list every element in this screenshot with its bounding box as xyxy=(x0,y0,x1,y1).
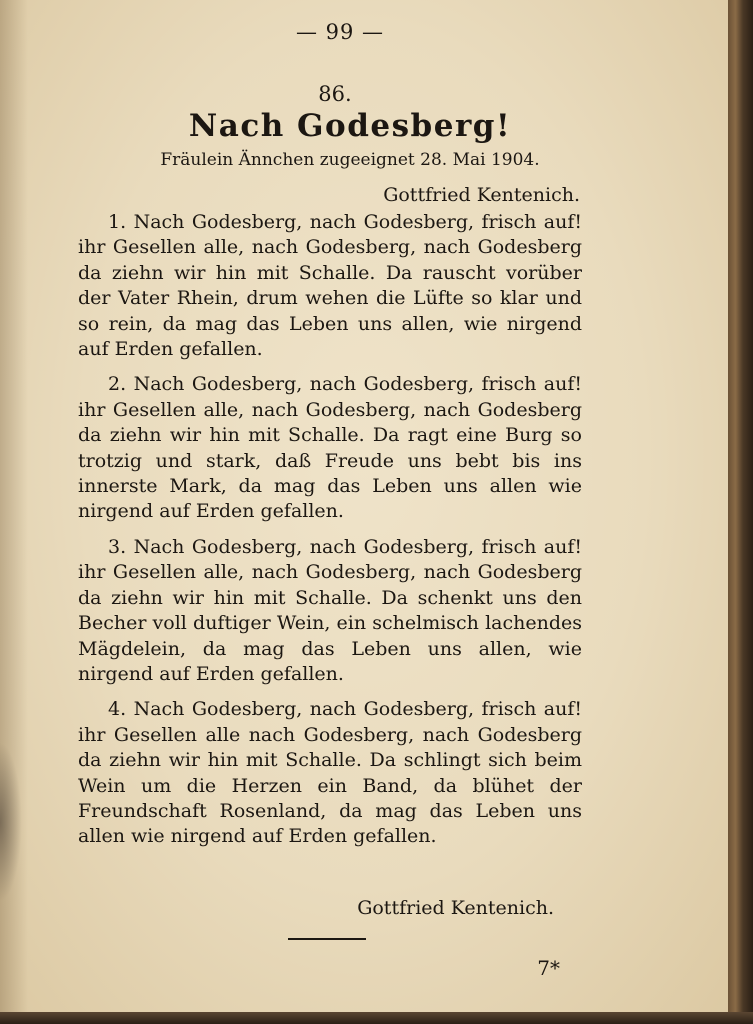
book-binding-edge xyxy=(728,0,753,1024)
closing-rule xyxy=(288,938,366,940)
stanza-2: 2. Nach Godesberg, nach Godesberg, frisch auf! ihr Gesellen alle, nach Godesberg, nach Godesberg da ziehn wir hin mit Schalle. Da ragt eine Burg so trotzig und stark, daß Freude uns bebt bis ins innerste Mark, da mag das Leben uns allen wie nirgend auf Erden gefallen. xyxy=(78,373,582,523)
author-name-bottom: Gottfried Kentenich. xyxy=(357,897,554,919)
stanza-3: 3. Nach Godesberg, nach Godesberg, frisch auf! ihr Gesellen alle, nach Godesberg, nach Godesberg da ziehn wir hin mit Schalle. Da schenkt uns den Becher voll duftiger Wein, ein schelmisch lachendes Mägdelein, da mag das Leben uns allen, wie nirgend auf Erden gefallen. xyxy=(78,535,582,685)
printer-signature-mark: 7* xyxy=(537,956,560,980)
stanza-1: 1. Nach Godesberg, nach Godesberg, frisch auf! ihr Gesellen alle, nach Godesberg, nach Godesberg da ziehn wir hin mit Schalle. Da rauscht vorüber der Vater Rhein, drum wehen die Lüfte so klar und so rein, da mag das Leben uns allen, wie nirgend auf Erden gefallen. xyxy=(78,211,582,361)
page-number: — 99 — xyxy=(295,20,385,44)
book-bottom-edge xyxy=(0,1012,753,1024)
stanza-4: 4. Nach Godesberg, nach Godesberg, frisch auf! ihr Gesellen alle nach Godesberg, nach Godesberg da ziehn wir hin mit Schalle. Da schlingt sich beim Wein um die Herzen ein Band, da blühet der Freundschaft Rosenland, da mag das Leben uns allen wie nirgend auf Erden gefallen. xyxy=(78,698,582,848)
dedication: Fräulein Ännchen zugeeignet 28. Mai 1904. xyxy=(160,150,540,170)
poem-number: 86. xyxy=(318,82,352,106)
poem-body xyxy=(78,210,582,860)
author-name-top: Gottfried Kentenich. xyxy=(383,184,580,206)
poem-title: Nach Godesberg! xyxy=(188,108,512,144)
